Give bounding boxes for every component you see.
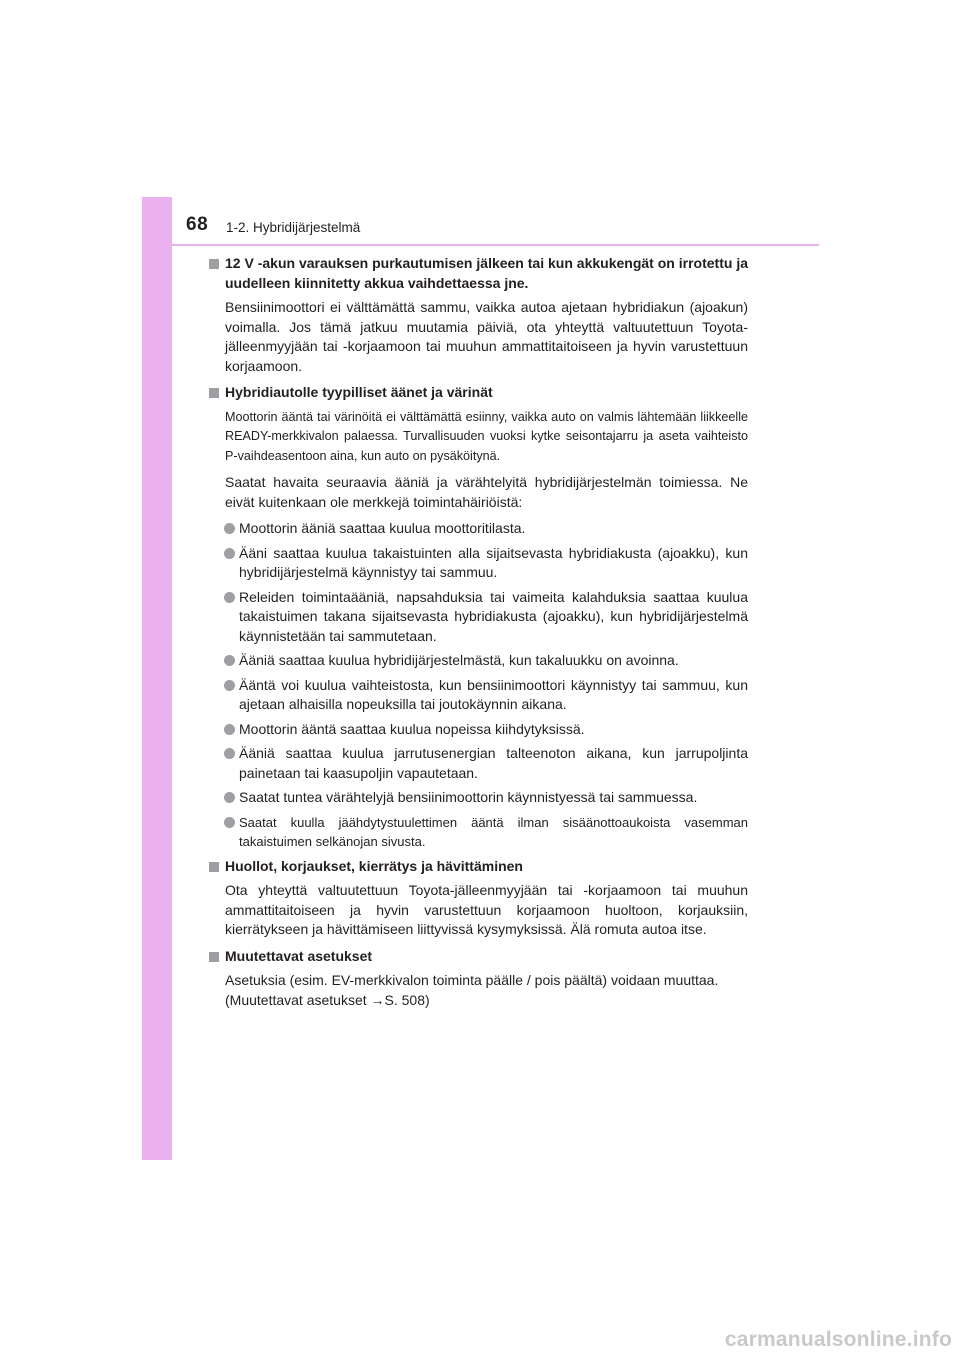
list-item-text: Releiden toimintaääniä, napsahduksia tai vaimeita kalahduksia saattaa kuulua takaistuimen takana sijaitsevasta hybridiakusta (ajoakku), kun hybridijärjestelmä käynnistetään tai sammutetaan. [239,588,748,644]
list-item [208,744,748,783]
list-item [208,588,748,647]
page-content [208,254,748,1013]
list-item [208,676,748,715]
section-heading-text: Hybridiautolle tyypilliset äänet ja värinät [225,384,493,400]
list-item-text: Saatat kuulla jäähdytystuulettimen ääntä ilman sisäänottoaukoista vasemman takaistuimen selkänojan sivusta. [239,814,748,849]
section-heading [208,947,748,967]
circle-bullet-icon [224,817,235,828]
list-item [208,720,748,740]
list-item [208,813,748,852]
page-reference-link[interactable]: (Muutettavat asetukset →S. 508) [225,991,430,1008]
section-heading [208,383,748,403]
list-item [208,651,748,671]
circle-bullet-icon [224,792,235,803]
list-item-text: Moottorin ääniä saattaa kuulua moottoritilasta. [239,520,526,536]
chapter-title: 1-2. Hybridijärjestelmä [226,220,361,235]
section-battery [208,254,748,376]
list-item [208,788,748,808]
paragraph: Ota yhteyttä valtuutettuun Toyota-jälleenmyyjään tai -korjaamoon tai muuhun ammattitaitoiseen ja hyvin varustettuun korjaamoon huoltoon, korjauksiin, kierrätykseen ja hävittämiseen liittyvissä kysymyksissä. Älä romuta autoa itse. [225,882,748,937]
section-heading-text: Huollot, korjaukset, kierrätys ja hävittäminen [225,857,523,874]
header-rule [172,244,819,246]
list-item-text: Ääntä voi kuulua vaihteistosta, kun bensiinimoottori käynnistyy tai sammuu, kun ajetaan alhaisilla nopeuksilla tai joutokäynnin aikana. [239,676,748,712]
square-bullet-icon [209,862,219,872]
circle-bullet-icon [224,748,235,759]
paragraph [208,971,748,1010]
section-sounds [208,383,748,852]
section-heading [208,857,748,877]
paragraph: Bensiinimoottori ei välttämättä sammu, vaikka autoa ajetaan hybridiakun (ajoakun) voimalla. Jos tämä jatkuu muutamia päiviä, ota yhteyttä valtuutettuun Toyota-jälleenmyyjään tai -korjaamoon tai muuhun ammattitaitoiseen ja hyvin varustettuun korjaamoon. [225,299,748,374]
section-heading [208,254,748,293]
square-bullet-icon [209,388,219,398]
circle-bullet-icon [224,523,235,534]
square-bullet-icon [209,952,219,962]
list-item-text: Ääniä saattaa kuulua hybridijärjestelmästä, kun takaluukku on avoinna. [239,652,679,668]
list-item-text: Ääni saattaa kuulua takaistuinten alla sijaitsevasta hybridiakusta (ajoakku), kun hybridijärjestelmä käynnistyy tai sammuu. [239,544,748,580]
list-item-text: Saatat tuntea värähtelyjä bensiinimoottorin käynnistyessä tai sammuessa. [239,789,698,805]
list-item-text: Moottorin ääntä saattaa kuulua nopeissa kiihdytyksissä. [239,720,585,737]
watermark: carmanualsonline.info [724,1328,952,1351]
list-item [208,544,748,583]
circle-bullet-icon [224,548,235,559]
circle-bullet-icon [224,724,235,735]
section-heading-text: Muutettavat asetukset [225,947,373,964]
square-bullet-icon [209,259,219,269]
paragraph: Moottorin ääntä tai värinöitä ei välttämättä esiinny, vaikka auto on valmis lähtemään liikkeelle READY-merkkivalon palaessa. Turvallisuuden vuoksi kytke seisontajarru ja aseta vaihteisto P-vaihdeasentoon aina, kun auto on pysäköitynä. [225,409,748,463]
paragraph: Saatat havaita seuraavia ääniä ja värähtelyitä hybridijärjestelmän toimiessa. Ne eivät kuitenkaan ole merkkejä toimintahäiriöistä: [225,474,748,510]
chapter-color-bar [142,197,172,1160]
list-item [208,519,748,539]
section-settings [208,947,748,1011]
paragraph-line: Asetuksia (esim. EV-merkkivalon toiminta päälle / pois päältä) voidaan muuttaa. [225,972,719,988]
list-item-text: Ääniä saattaa kuulua jarrutusenergian talteenoton aikana, kun jarrupoljinta painetaan tai kaasupoljin vapautetaan. [239,745,748,781]
circle-bullet-icon [224,592,235,603]
circle-bullet-icon [224,680,235,691]
page-number: 68 [186,214,209,235]
section-service [208,857,748,940]
circle-bullet-icon [224,655,235,666]
section-heading-text: 12 V -akun varauksen purkautumisen jälkeen tai kun akkukengät on irrotettu ja uudelleen kiinnitetty akkua vaihdettaessa jne. [225,255,748,291]
